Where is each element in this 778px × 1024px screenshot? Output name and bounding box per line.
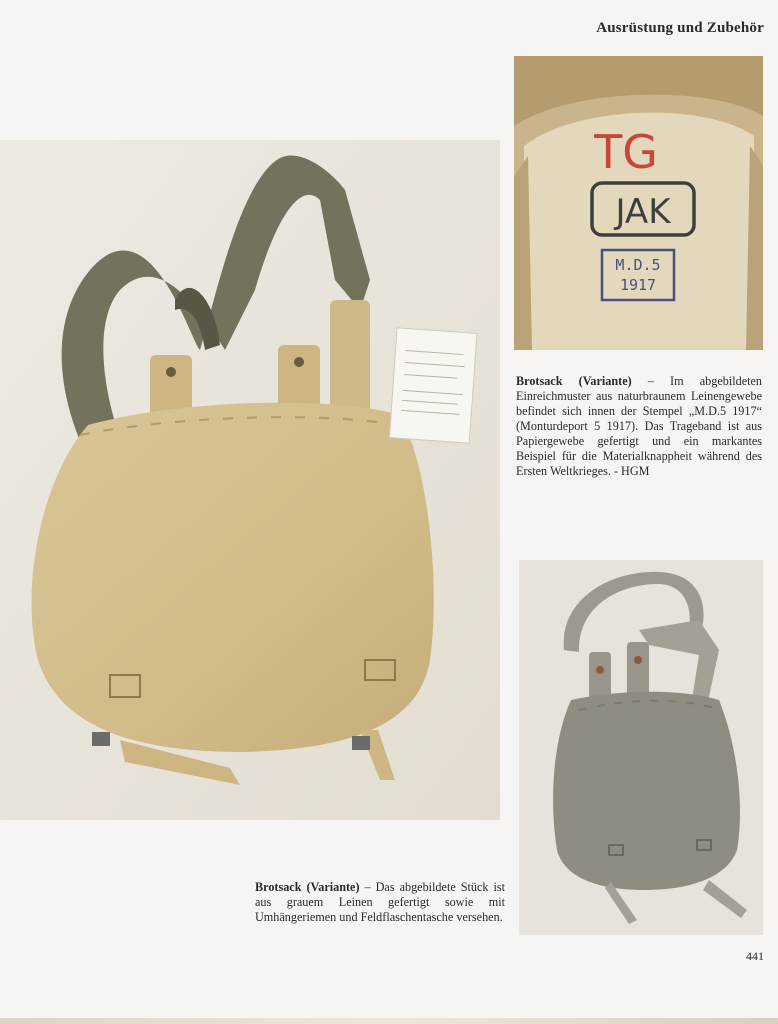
bread-bag-photo xyxy=(0,140,500,820)
caption-top-title: Brotsack (Variante) xyxy=(516,374,632,388)
caption-top-text: – Im abgebildeten Einreichmuster aus naturbraunem Leinengewebe befindet sich innen der Stempel „M.D.5 1917“ (Monturdeport 5 1917). Das Trageband ist aus Papiergewebe gefertigt und ein markantes Beispiel für die Materialknappheit während des Ersten Weltkrieges. - HGM xyxy=(516,374,762,478)
stamp-jak: JAK xyxy=(615,192,671,232)
stamp-md5: M.D.5 xyxy=(615,256,661,274)
stamp-year: 1917 xyxy=(619,276,657,294)
caption-bottom-title: Brotsack (Variante) xyxy=(255,880,360,894)
caption-bottom-text: – Das abgebildete Stück ist aus grauem Leinen gefertigt sowie mit Umhängeriemen und Feldflaschentasche versehen. xyxy=(255,880,505,924)
section-title: Ausrüstung und Zubehör xyxy=(596,20,764,36)
page-number: 441 xyxy=(746,949,764,963)
caption-bottom xyxy=(255,880,505,925)
stamp-tg: TG xyxy=(594,125,658,179)
bottom-edge xyxy=(0,1018,778,1024)
stamp-detail-photo xyxy=(514,56,763,350)
grey-bread-bag-photo xyxy=(519,560,763,935)
caption-top xyxy=(516,374,762,479)
